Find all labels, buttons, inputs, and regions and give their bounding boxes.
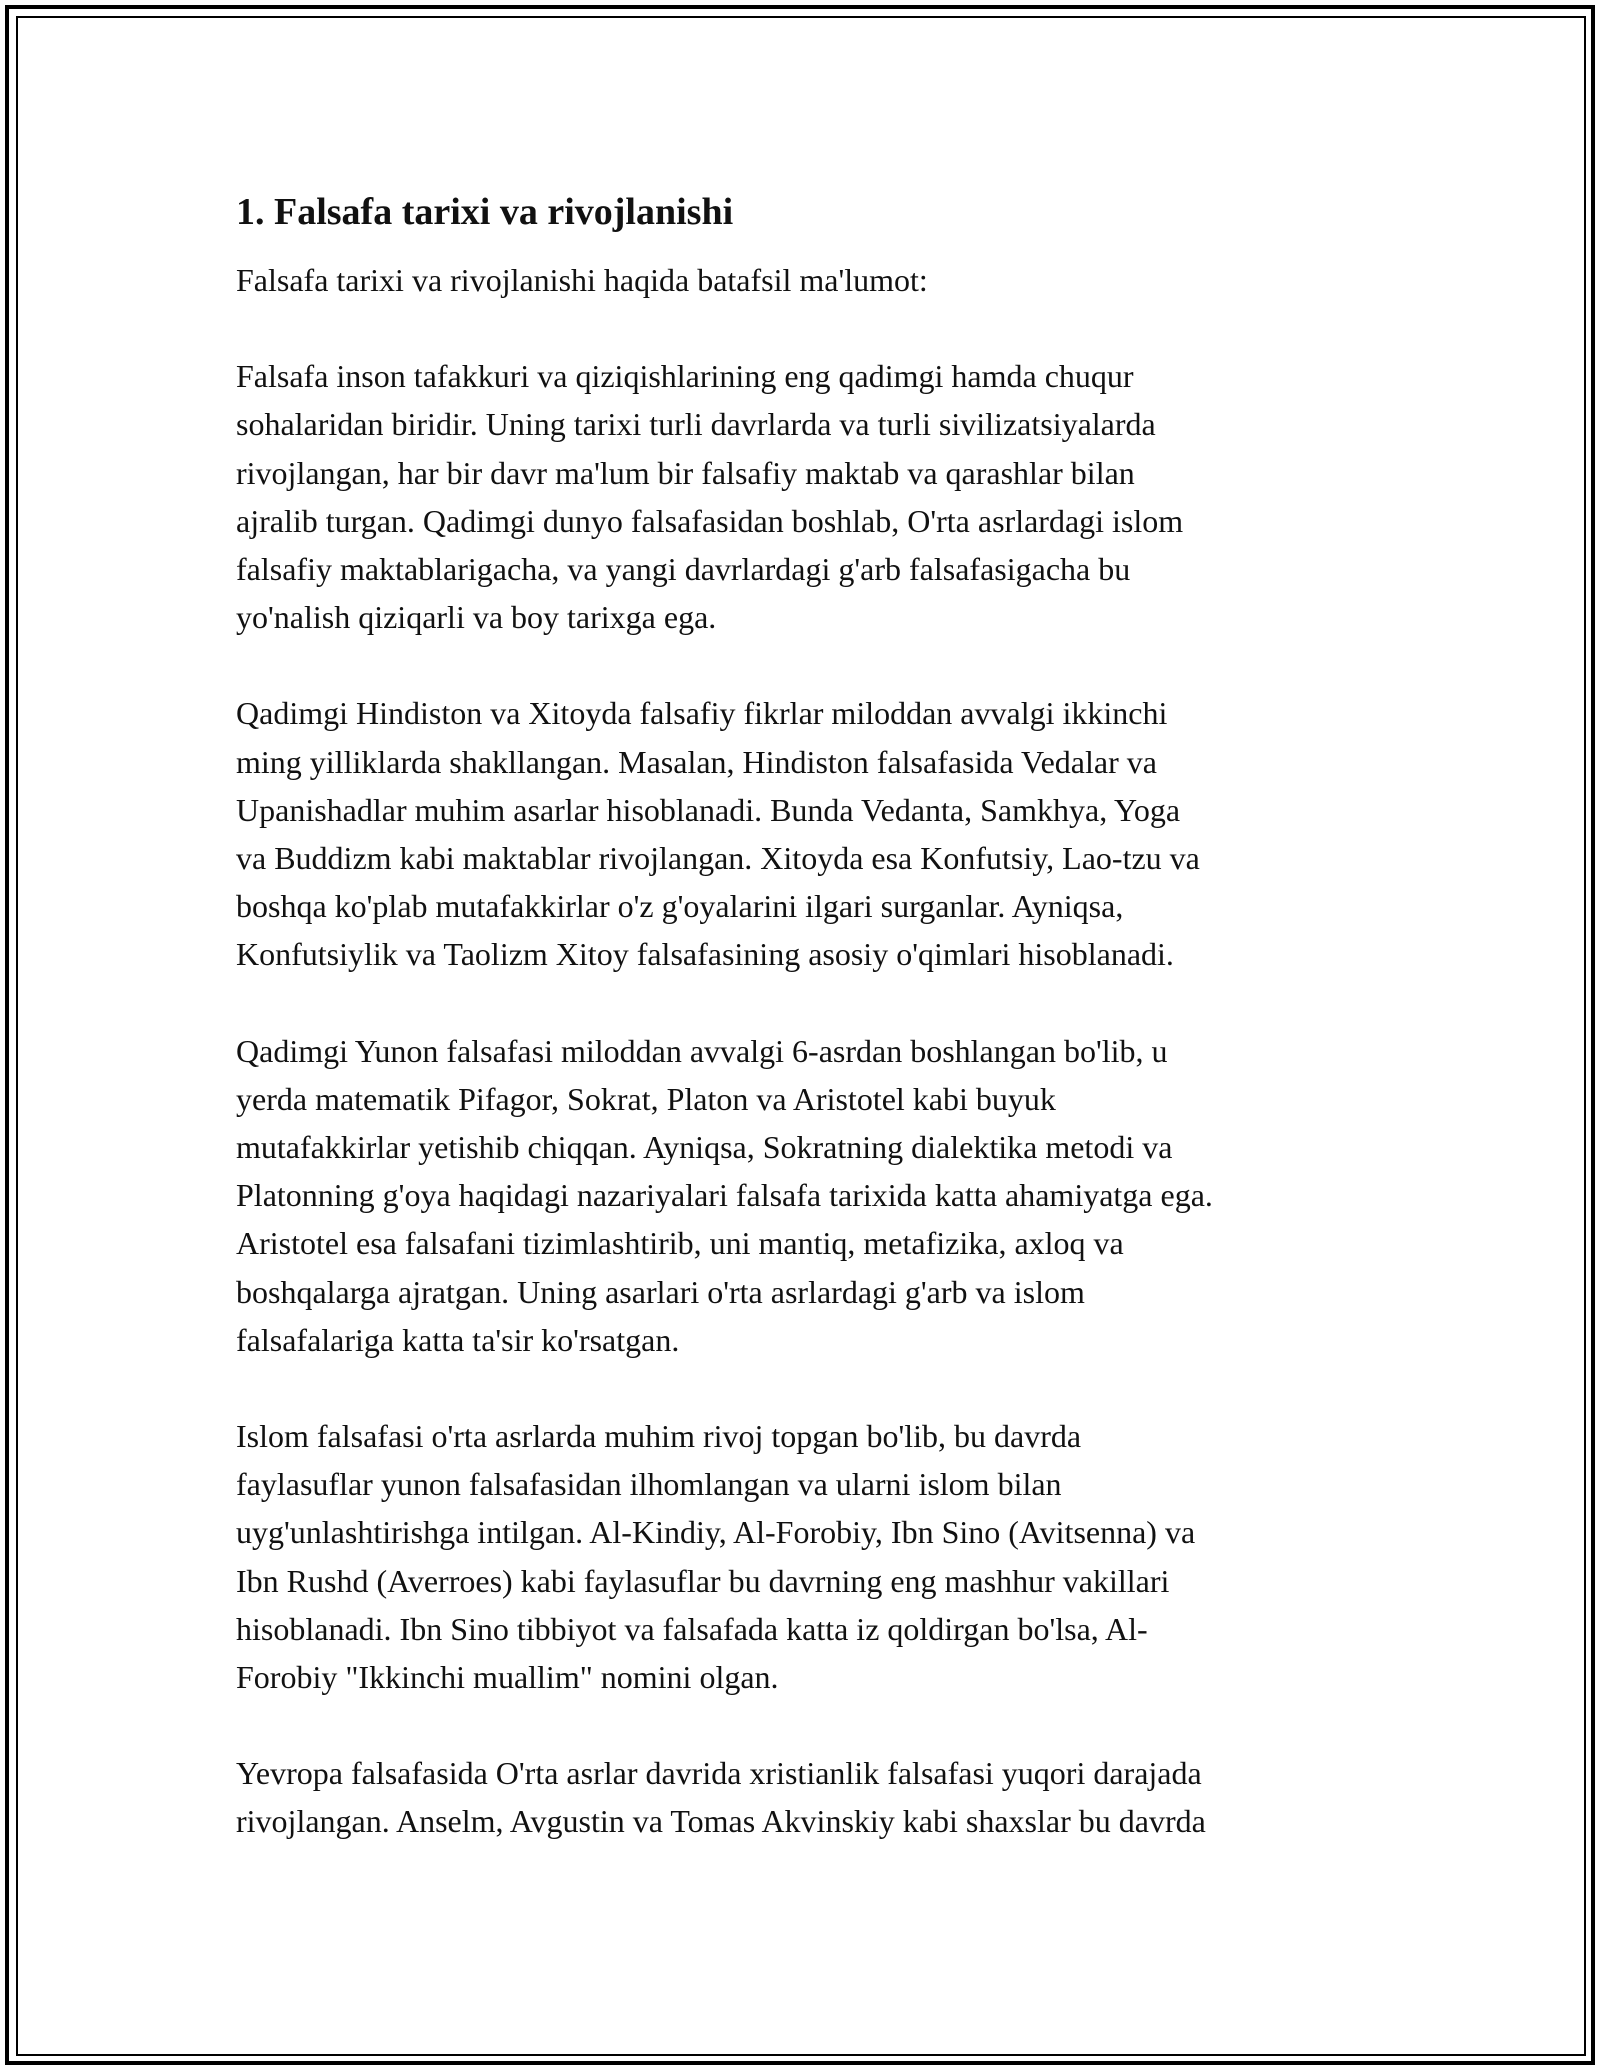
paragraph-intro-philosophy: Falsafa inson tafakkuri va qiziqishlarining eng qadimgi hamda chuqur sohalaridan biridir. Uning tarixi turli davrlarda va turli sivilizatsiyalarda rivojlangan, har bir davr ma'lum bir falsafiy maktab va qarashlar bilan ajralib turgan. Qadimgi dunyo falsafasidan boshlab, O'rta asrlardagi islom falsafiy maktablarigacha, va yangi davrlardagi g'arb falsafasigacha bu yo'nalish qiziqarli va boy tarixga ega. — [236, 358, 1184, 636]
section-heading: 1. Falsafa tarixi va rivojlanishi — [236, 191, 734, 233]
paragraph-islamic-philosophy: Islom falsafasi o'rta asrlarda muhim rivoj topgan bo'lib, bu davrda faylasuflar yunon falsafasidan ilhomlangan va ularni islom bilan uyg'unlashtirishga intilgan. Al-Kindiy, Al-Forobiy, Ibn Sino (Avitsenna) va Ibn Rushd (Averroes) kabi faylasuflar bu davrning eng mashhur vakillari hisoblanadi. Ibn Sino tibbiyot va falsafada katta iz qoldirgan bo'lsa, Al- Forobiy "Ikkinchi muallim" nomini olgan. — [236, 1418, 1196, 1696]
paragraph-european-philosophy: Yevropa falsafasida O'rta asrlar davrida xristianlik falsafasi yuqori darajada rivojlangan. Anselm, Avgustin va Tomas Akvinskiy kabi shaxslar bu davrda — [236, 1755, 1206, 1840]
paragraph-ancient-greece: Qadimgi Yunon falsafasi miloddan avvalgi 6-asrdan boshlangan bo'lib, u yerda matematik Pifagor, Sokrat, Platon va Aristotel kabi buyuk mutafakkirlar yetishib chiqqan. Ayniqsa, Sokratning dialektika metodi va Platonning g'oya haqidagi nazariyalari falsafa tarixida katta ahamiyatga ega. Aristotel esa falsafani tizimlashtirib, uni mantiq, metafizika, axloq va boshqalarga ajratgan. Uning asarlari o'rta asrlardagi g'arb va islom falsafalariga katta ta'sir ko'rsatgan. — [236, 1032, 1213, 1358]
paragraph-india-china: Qadimgi Hindiston va Xitoyda falsafiy fikrlar miloddan avvalgi ikkinchi ming yilliklarda shakllangan. Masalan, Hindiston falsafasida Vedalar va Upanishadlar muhim asarlar hisoblanadi. Bunda Vedanta, Samkhya, Yoga va Buddizm kabi maktablar rivojlangan. Xitoyda esa Konfutsiy, Lao-tzu va boshqa ko'plab mutafakkirlar o'z g'oyalarini ilgari surganlar. Ayniqsa, Konfutsiylik va Taolizm Xitoy falsafasining asosiy o'qimlari hisoblanadi. — [236, 695, 1200, 973]
document-body — [236, 186, 1376, 1894]
intro-line: Falsafa tarixi va rivojlanishi haqida batafsil ma'lumot: — [236, 262, 928, 298]
